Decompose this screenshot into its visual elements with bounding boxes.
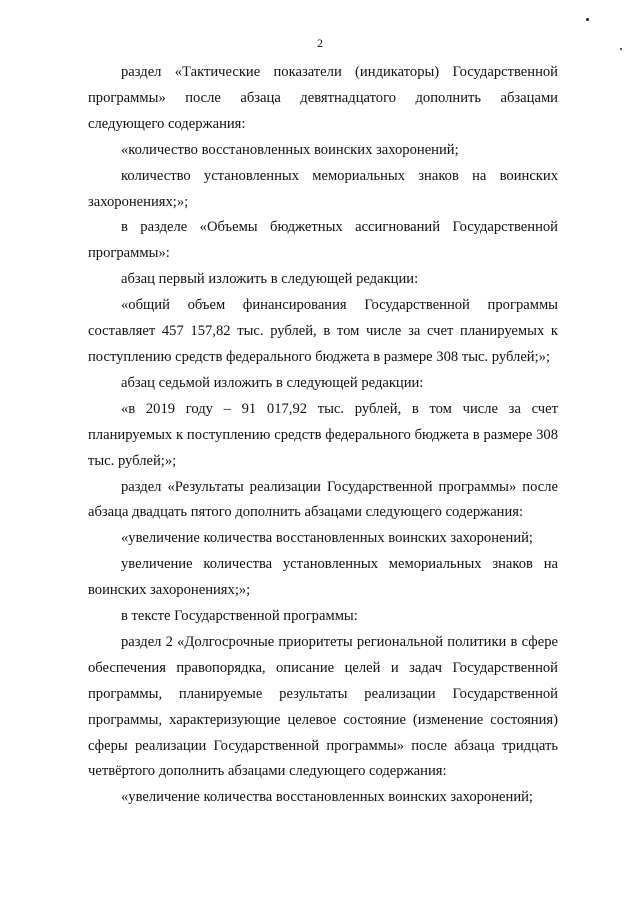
paragraph: количество установленных мемориальных знаков на воинских захоронениях;»;	[88, 167, 558, 210]
scan-speck	[586, 18, 589, 21]
paragraph: «в 2019 году – 91 017,92 тыс. рублей, в том числе за счет планируемых к поступлению средств федерального бюджета в размере 308 тыс. рублей;»;	[88, 400, 558, 469]
paragraph: «увеличение количества восстановленных воинских захоронений;	[121, 530, 533, 547]
paragraph: абзац седьмой изложить в следующей редакции:	[121, 374, 424, 391]
paragraph: абзац первый изложить в следующей редакции:	[121, 271, 419, 288]
paragraph: в разделе «Объемы бюджетных ассигнований Государственной программы»:	[88, 219, 558, 262]
document-body	[88, 60, 558, 811]
paragraph: увеличение количества установленных мемориальных знаков на воинских захоронениях;»;	[88, 556, 558, 599]
paragraph: «увеличение количества восстановленных воинских захоронений;	[121, 789, 533, 806]
paragraph: раздел «Тактические показатели (индикаторы) Государственной программы» после абзаца девятнадцатого дополнить абзацами следующего содержания:	[88, 64, 558, 132]
paragraph: в тексте Государственной программы:	[121, 608, 358, 625]
paragraph: раздел «Результаты реализации Государственной программы» после абзаца двадцать пятого дополнить абзацами следующего содержания:	[88, 478, 558, 521]
page-number: 2	[317, 36, 323, 50]
paragraph: раздел 2 «Долгосрочные приоритеты региональной политики в сфере обеспечения правопорядка, описание целей и задач Государственной программы, планируемые результаты реализации Государственной программы, характеризующие целевое состояние (изменение состояния) сферы реализации Государственной программы» после абзаца тридцать четвёртого дополнить абзацами следующего содержания:	[88, 633, 558, 780]
paragraph: «количество восстановленных воинских захоронений;	[121, 141, 459, 158]
paragraph: «общий объем финансирования Государственной программы составляет 457 157,82 тыс. рублей, в том числе за счет планируемых к поступлению средств федерального бюджета в размере 308 тыс. рублей;»;	[88, 297, 558, 365]
